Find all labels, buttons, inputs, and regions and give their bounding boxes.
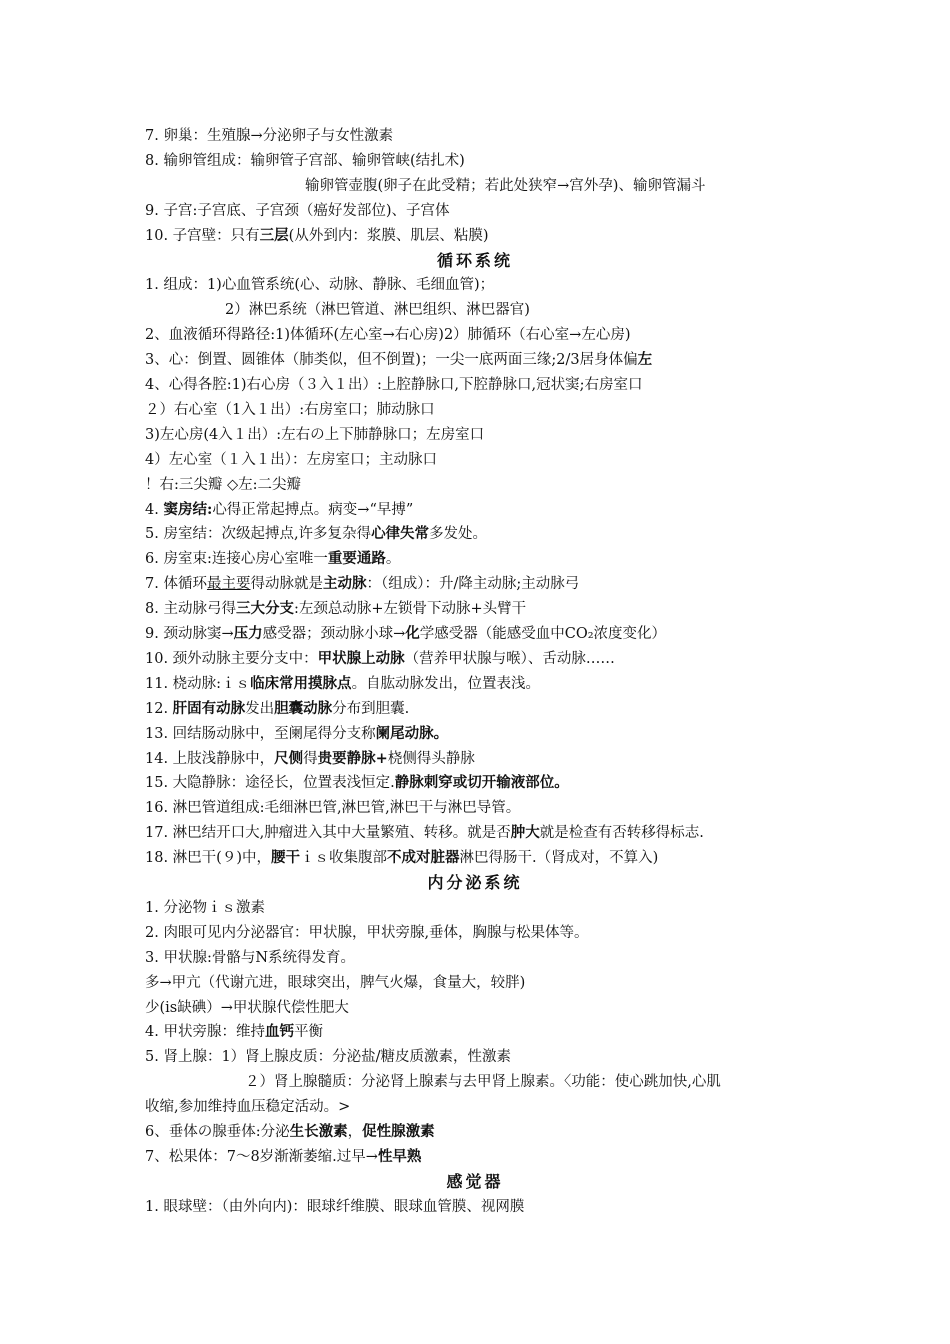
text-segment: 13. 回结肠动脉中，至阑尾得分支称 (145, 725, 376, 742)
text-line (145, 373, 890, 397)
text-line (225, 298, 890, 322)
text-segment: ２）右心室（1入１出）:右房室口；肺动脉口 (145, 401, 435, 418)
text-line (145, 1145, 890, 1169)
bold-text: 性早熟 (377, 1147, 422, 1165)
text-line (145, 1120, 890, 1144)
text-line (305, 174, 890, 198)
text-segment: 2. 肉眼可见内分泌器官：甲状腺，甲状旁腺,垂体，胸腺与松果体等。 (145, 924, 589, 941)
bold-text: 促性腺激素 (362, 1123, 435, 1140)
section-heading (0, 871, 950, 895)
text-line (145, 498, 890, 522)
text-line (145, 522, 890, 546)
text-segment: 10. 子宫壁：只有 (145, 227, 260, 244)
text-segment: 。 (385, 551, 401, 568)
text-segment: 1. 眼球壁：（由外向内)：眼球纤维膜、眼球血管膜、视网膜 (145, 1198, 525, 1215)
text-segment: ！右:三尖瓣 ◇左:二尖瓣 (145, 476, 302, 493)
bold-text: 左 (637, 351, 653, 369)
text-segment: 8. 主动脉弓得 (145, 601, 236, 618)
text-segment: （营养甲状腺与喉）、舌动脉…… (404, 650, 615, 667)
text-segment: 3. 甲状腺:骨骼与N系统得发育。 (145, 949, 356, 966)
text-line (145, 1045, 890, 1069)
text-segment: 5. 房室结：次级起搏点,许多复杂得 (145, 526, 372, 543)
text-line (145, 946, 890, 970)
text-line (145, 398, 890, 422)
text-segment: 输卵管壶腹(卵子在此受精；若此处狭窄→宫外孕)、输卵管漏斗 (305, 177, 706, 194)
text-line (145, 1020, 890, 1044)
text-segment: ２）肾上腺髓质：分泌肾上腺素与去甲肾上腺素。〈功能：使心跳加快,心肌 (245, 1074, 721, 1091)
bold-text: 贵要静脉+ (317, 749, 388, 767)
bold-text: 窦房结: (163, 500, 213, 518)
section-heading (0, 249, 950, 273)
text-segment: 淋巴得肠干.（肾成对，不算入) (459, 850, 659, 867)
text-line (145, 647, 890, 671)
text-segment: 心得正常起搏点。病变→“早搏” (212, 501, 414, 518)
text-segment: :左颈总动脉+左锁骨下动脉+头臂干 (293, 601, 527, 618)
text-segment: 分布到胆囊. (332, 700, 410, 717)
text-line (145, 821, 890, 845)
text-line (145, 597, 890, 621)
text-segment: 4. (145, 501, 164, 518)
text-segment: 6、垂体の腺垂体:分泌 (145, 1124, 290, 1140)
text-line (145, 846, 890, 870)
text-segment: 3、心：倒置、圆锥体（肺类似，但不倒置)；一尖一底两面三缘;2/3居身体偏 (145, 352, 638, 369)
text-segment: 18. 淋巴干(９)中， (145, 850, 271, 867)
bold-text: 压力 (233, 625, 263, 642)
bold-text: 重要通路 (327, 550, 386, 568)
bold-text: 甲状腺上动脉 (317, 649, 405, 667)
text-segment: 感受器；颈动脉小球→ (262, 626, 406, 642)
bold-text: 三大分支 (235, 600, 294, 618)
text-line (145, 473, 890, 497)
text-line (145, 1195, 890, 1219)
bold-text: 不成对脏器 (386, 849, 460, 867)
text-segment: ， (347, 1124, 363, 1140)
text-line (145, 747, 890, 771)
text-segment: 6. 房室束:连接心房心室唯一 (145, 551, 328, 568)
text-segment: 多→甲亢（代谢亢进，眼球突出，脾气火爆，食量大，较胖) (145, 974, 526, 991)
text-line (145, 921, 890, 945)
bold-text: 胆囊动脉 (274, 699, 333, 717)
text-segment: 17. 淋巴结开口大,肿瘤进入其中大量繁殖、转移。就是否 (145, 825, 511, 842)
text-segment: 4）左心室（１入１出）：左房室口；主动脉口 (145, 451, 437, 468)
text-line (145, 697, 890, 721)
text-line (145, 722, 890, 746)
bold-text: 循环系统 (436, 250, 513, 270)
text-line (145, 971, 890, 995)
text-segment: 得动脉就是 (250, 576, 323, 593)
bold-text: 腰干 (270, 849, 300, 867)
text-line (145, 572, 890, 596)
text-segment: 15. 大隐静脉：途径长，位置表浅恒定. (145, 775, 395, 792)
text-line (145, 896, 890, 920)
text-segment: 7. 卵巢：生殖腺→分泌卵子与女性激素 (145, 128, 394, 144)
text-line (145, 448, 890, 472)
text-segment: 11. 桡动脉:ｉｓ (145, 675, 251, 692)
text-segment: 最主要 (206, 576, 251, 593)
text-line (145, 348, 890, 372)
text-segment: 得 (303, 750, 318, 767)
bold-text: 主动脉 (322, 575, 367, 593)
text-line (145, 323, 890, 347)
bold-text: 血钙 (264, 1023, 294, 1041)
bold-text: 尺侧 (274, 749, 304, 767)
section-heading (0, 1170, 950, 1194)
text-segment: 5. 肾上腺：1）肾上腺皮质：分泌盐/糖皮质激素，性激素 (145, 1049, 512, 1066)
text-segment: 4. 甲状旁腺：维持 (145, 1024, 265, 1041)
text-segment: 学感受器（能感受血中CO₂浓度变化） (419, 626, 667, 642)
text-segment: 10. 颈外动脉主要分支中： (145, 650, 318, 667)
text-segment: 16. 淋巴管道组成:毛细淋巴管,淋巴管,淋巴干与淋巴导管。 (145, 800, 521, 817)
bold-text: 三层 (259, 226, 289, 244)
text-segment: 就是检查有否转移得标志. (539, 825, 704, 842)
text-line (245, 1070, 890, 1094)
text-segment: 多发处。 (429, 526, 488, 543)
text-segment: 3)左心房(4入１出）:左右の上下肺静脉口；左房室口 (145, 426, 485, 443)
text-line (145, 149, 890, 173)
bold-text: 心律失常 (371, 525, 430, 543)
text-line (145, 423, 890, 447)
text-segment: 。自肱动脉发出，位置表浅。 (351, 675, 541, 692)
bold-text: 静脉刺穿或切开输液部位。 (394, 774, 569, 792)
text-segment: 收缩,参加维持血压稳定活动。> (145, 1099, 351, 1116)
text-segment: 1. 组成：1)心血管系统(心、动脉、静脉、毛细血管)； (145, 277, 495, 294)
text-line (145, 1095, 890, 1119)
text-line (145, 796, 890, 820)
text-segment: 9. 子宫:子宫底、子宫颈（癌好发部位)、子宫体 (145, 202, 450, 219)
text-line (145, 547, 890, 571)
text-segment: 8. 输卵管组成：输卵管子宫部、输卵管峡(结扎术) (145, 152, 465, 169)
text-line (145, 996, 890, 1020)
bold-text: 肿大 (510, 824, 540, 842)
text-line (145, 224, 890, 248)
bold-text: 内分泌系统 (427, 873, 523, 892)
text-segment: ：（组成）：升/降主动脉;主动脉弓 (366, 576, 580, 593)
text-line (145, 672, 890, 696)
text-segment: 发出 (245, 700, 275, 717)
text-line (145, 273, 890, 297)
bold-text: 肝固有动脉 (172, 699, 246, 717)
text-segment: 2、血液循环得路径:1)体循环(左心室→右心房)2）肺循环（右心室→左心房) (145, 327, 631, 344)
text-segment: 2）淋巴系统（淋巴管道、淋巴组织、淋巴器官) (225, 302, 530, 319)
bold-text: 感觉器 (446, 1171, 504, 1191)
text-segment: 少(is缺碘）→甲状腺代偿性肥大 (145, 999, 349, 1016)
bold-text: 化 (405, 625, 420, 642)
text-segment: 1. 分泌物ｉｓ激素 (145, 899, 265, 916)
text-segment: 桡侧得头静脉 (387, 750, 475, 767)
text-segment: 7、松果体：7～8岁渐渐萎缩.过早→ (145, 1148, 378, 1165)
text-segment: 4、心得各腔:1)右心房（３入１出）:上腔静脉口,下腔静脉口,冠状窦;右房室口 (145, 377, 643, 393)
text-line (145, 771, 890, 795)
text-segment: (从外到内：浆膜、肌层、粘膜) (288, 227, 489, 244)
text-segment: 12. (145, 700, 173, 717)
text-line (145, 124, 890, 148)
text-segment: 平衡 (293, 1024, 323, 1041)
text-line (145, 622, 890, 646)
bold-text: 临床常用摸脉点 (250, 674, 352, 692)
text-segment: ｉｓ收集腹部 (299, 850, 387, 867)
text-segment: 7. 体循环 (145, 576, 207, 593)
text-segment: 9. 颈动脉窦→ (145, 626, 234, 642)
text-segment: 14. 上肢浅静脉中， (145, 750, 275, 767)
bold-text: 阑尾动脉。 (375, 724, 449, 742)
text-line (145, 199, 890, 223)
bold-text: 生长激素 (289, 1123, 348, 1140)
